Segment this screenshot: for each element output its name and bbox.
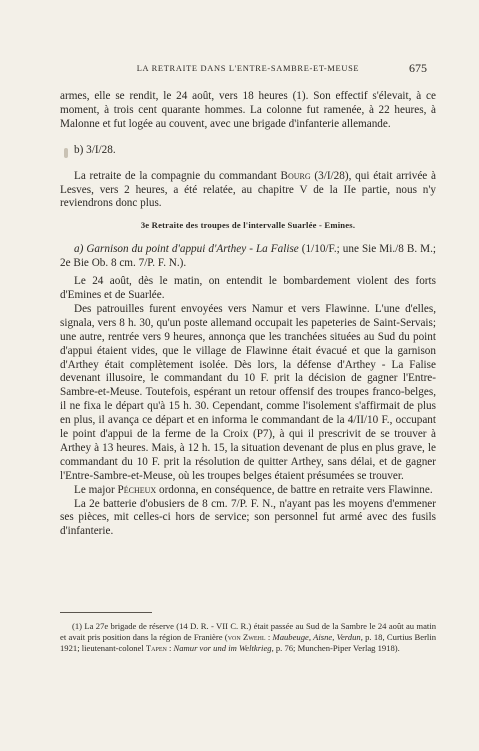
footnote-1-text: (1) La 27e brigade de réserve (14 D. R. - VII C. R.) était passée au Sud de la Sambre le 24 août au matin et avait pris position dans la région de Franière (: [60, 621, 436, 643]
footnote-text-2: , p. 18, Curtius Berlin 1921; lieutenant-colonel: [60, 632, 436, 654]
footnote-sep-2: :: [166, 643, 174, 654]
section-title: 3e Retraite des troupes de l'intervalle Suarlée - Emines.: [140, 220, 356, 231]
paragraph-3-start: La retraite de la compagnie du commandant: [74, 169, 281, 182]
garrison-heading: a) Garnison du point d'appui d'Arthey - La Falise: [74, 243, 299, 256]
paragraph-garrison: [60, 243, 436, 271]
footnote-title-2: Namur vor und im Weltkrieg: [173, 643, 272, 654]
paragraph-5: Le 24 août, dès le matin, on entendit le bombardement violent des forts d'Emines et de Suarlée.: [60, 275, 436, 301]
subsection-b-label: b) 3/I/28.: [74, 143, 116, 156]
footnotes: [60, 621, 436, 654]
footnote-divider: [60, 612, 152, 613]
commander-name: Bourg: [280, 169, 311, 182]
footnote-text-3: , p. 76; Munchen-Piper Verlag 1918).: [271, 643, 400, 654]
paragraph-3: [60, 170, 436, 212]
garrison-units: (1/10/F.; une Sie Mi./8 B. M.; 2e Bie Ob. 8 cm. 7/P. F. N.).: [60, 243, 436, 270]
paragraph-6: Des patrouilles furent envoyées vers Namur et vers Flawinne. L'une d'elles, signala, vers 8 h. 30, qu'un poste allemand occupait les papeteries de Saint-Servais; une autre, rentrée vers 9 heures, annonça que les tranchées situées au Sud du point d'appui étaient vides, que le village de Flawinne était évacué et que la garnison d'Arthey était complètement isolée. Dès lors, la défense d'Arthey - La Falise devenant illusoire, le commandant du 10 F. prit la décision de gagner l'Entre-Sambre-et-Meuse. Toutefois, espérant un retour offensif des troupes franco-belges, il ne fixa le départ qu'à 15 h. 30. Cependant, comme l'isolement s'affirmait de plus en plus, il avança ce départ et en informa le commandant de la 4/II/10 F., occupant le point d'appui de la ferme de la Croix (P7), à qui il prescrivit de se trouver à Arthey à 13 heures. Mais, à 12 h. 15, la situation devenant de plus en plus grave, le commandant du 10 F. prit la résolution de quitter Arthey, sans délai, et de gagner l'Entre-Sambre-et-Meuse, où les troupes belges étaient présumées se trouver.: [60, 302, 436, 482]
footnote-author-von-zwehl: von Zwehl: [227, 632, 266, 643]
paragraph-7-start: Le major: [74, 483, 118, 496]
major-name: Pécheux: [117, 483, 157, 496]
paragraph-1: armes, elle se rendit, le 24 août, vers 18 heures (1). Son effectif s'élevait, à ce moment, à trois cent quarante hommes. La colonne fut ramenée, à 22 heures, à Malonne et fut logée au couvent, avec une brigade d'infanterie allemande.: [60, 90, 436, 130]
footnote-sep-1: :: [265, 632, 273, 643]
running-title: LA RETRAITE DANS L'ENTRE-SAMBRE-ET-MEUSE: [136, 64, 360, 73]
footnote-title-1: Maubeuge, Aisne, Verdun: [272, 632, 361, 643]
paragraph-8: La 2e batterie d'obusiers de 8 cm. 7/P. F. N., n'ayant pas les moyens d'emmener ses pièces, mit celles-ci hors de service; son personnel fut armé avec des fusils d'infanterie.: [60, 497, 436, 538]
page-number: 675: [409, 61, 427, 75]
body-text: [60, 90, 436, 539]
paragraph-7-end: ordonna, en conséquence, de battre en retraite vers Flawinne.: [156, 483, 433, 496]
footnote-1: [60, 621, 436, 654]
paragraph-7: [60, 484, 436, 498]
paragraph-3-end: (3/I/28), qui était arrivée à Lesves, vers 2 heures, a été relatée, au chapitre V de la IIe partie, nous n'y reviendrons donc plus.: [60, 169, 436, 210]
footnote-author-tapen: Tapen: [145, 643, 167, 654]
